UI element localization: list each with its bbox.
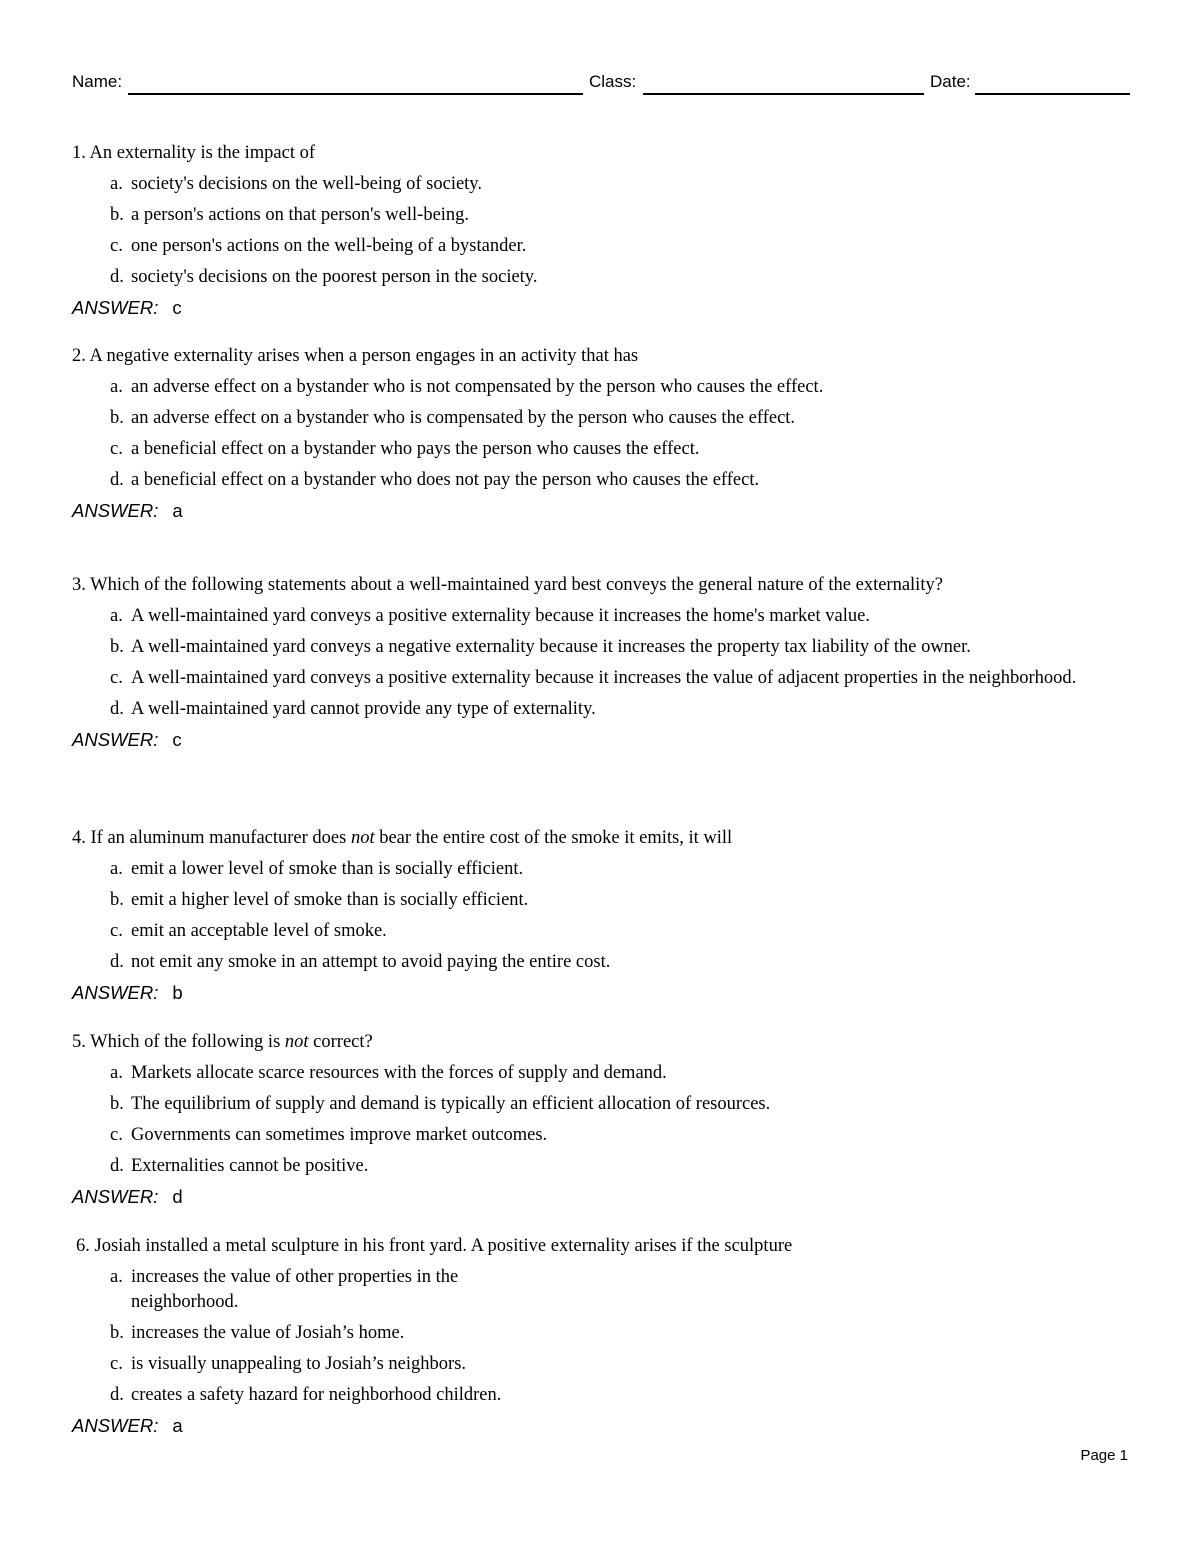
answer-line: [72, 980, 1072, 1005]
answer-value: b: [172, 982, 183, 1003]
answer-label: ANSWER:: [72, 1186, 159, 1207]
option-text: The equilibrium of supply and demand is typically an efficient allocation of resources.: [131, 1094, 771, 1114]
option-text: a beneficial effect on a bystander who does not pay the person who causes the effect.: [131, 470, 760, 490]
option-text: society's decisions on the poorest person in the society.: [131, 267, 538, 287]
option-d: [110, 950, 1072, 975]
question-stem: 1. An externality is the impact of: [72, 143, 316, 163]
question-stem: 3. Which of the following statements about a well-maintained yard best conveys the general nature of the externality?: [72, 575, 943, 595]
option-letter: b.: [110, 408, 124, 428]
option-text: A well-maintained yard conveys a positive externality because it increases the value of adjacent properties in the neighborhood.: [131, 668, 1077, 688]
page-number: Page 1: [1080, 1447, 1128, 1464]
option-c: [110, 1123, 1072, 1148]
stem-text: bear the entire cost of the smoke it emits, it will: [374, 828, 733, 848]
option-c: [110, 234, 1072, 259]
option-letter: d.: [110, 699, 124, 719]
option-text: a person's actions on that person's well-being.: [131, 205, 470, 225]
option-letter: c.: [110, 921, 123, 941]
option-c: [110, 437, 922, 462]
option-letter: a.: [110, 174, 123, 194]
option-a: [110, 375, 922, 400]
option-text: Markets allocate scarce resources with the forces of supply and demand.: [131, 1063, 667, 1083]
option-text: a beneficial effect on a bystander who pays the person who causes the effect.: [131, 439, 700, 459]
option-letter: c.: [110, 439, 123, 459]
answer-value: c: [172, 729, 182, 750]
question-6: [72, 1234, 1072, 1438]
option-b: [110, 1092, 1072, 1117]
answer-line: [72, 295, 1072, 320]
option-a: [110, 1061, 1072, 1086]
question-stem: [72, 1030, 1072, 1055]
student-info-header: [72, 70, 1130, 96]
answer-label: ANSWER:: [72, 982, 159, 1003]
option-letter: c.: [110, 1125, 123, 1145]
option-d: [110, 1154, 1072, 1179]
answer-line: [72, 498, 922, 523]
option-c: [110, 919, 1072, 944]
question-1: [72, 141, 1072, 320]
option-letter: a.: [110, 859, 123, 879]
answer-line: [72, 727, 1092, 752]
option-c: [110, 666, 1092, 691]
option-text: increases the value of Josiah’s home.: [131, 1323, 405, 1343]
question-3: [72, 573, 1092, 752]
option-letter: a.: [110, 606, 123, 626]
option-letter: b.: [110, 1094, 124, 1114]
option-d: [110, 265, 1072, 290]
answer-line: [72, 1184, 1072, 1209]
question-stem: 2. A negative externality arises when a person engages in an activity that has: [72, 346, 639, 366]
class-field[interactable]: [643, 93, 924, 95]
question-4: [72, 826, 1072, 1005]
option-text: Governments can sometimes improve market outcomes.: [131, 1125, 548, 1145]
question-stem: [72, 826, 1072, 851]
name-label: Name:: [72, 72, 123, 91]
answer-label: ANSWER:: [72, 1415, 159, 1436]
stem-emphasis: not: [350, 828, 375, 848]
stem-text: 4. If an aluminum manufacturer does: [72, 828, 351, 848]
answer-value: a: [172, 500, 183, 521]
option-text: is visually unappealing to Josiah’s neighbors.: [131, 1354, 467, 1374]
option-letter: a.: [110, 377, 123, 397]
option-text: emit a lower level of smoke than is socially efficient.: [131, 859, 524, 879]
option-text: A well-maintained yard conveys a positive externality because it increases the home's market value.: [131, 606, 870, 626]
option-text: A well-maintained yard conveys a negative externality because it increases the property tax liability of the owner.: [131, 637, 971, 657]
option-letter: a.: [110, 1267, 123, 1287]
option-b: [110, 203, 1072, 228]
option-letter: b.: [110, 890, 124, 910]
option-b: [110, 635, 1092, 660]
question-stem: 6. Josiah installed a metal sculpture in his front yard. A positive externality arises if the sculpture: [76, 1236, 793, 1256]
option-text: emit a higher level of smoke than is socially efficient.: [131, 890, 529, 910]
option-letter: b.: [110, 1323, 124, 1343]
option-a: [110, 172, 1072, 197]
option-text: not emit any smoke in an attempt to avoid paying the entire cost.: [131, 952, 611, 972]
stem-text: correct?: [308, 1032, 373, 1052]
option-letter: d.: [110, 1385, 124, 1405]
option-d: [110, 468, 922, 493]
option-text: an adverse effect on a bystander who is compensated by the person who causes the effect.: [131, 408, 796, 428]
option-text: society's decisions on the well-being of society.: [131, 174, 482, 194]
class-label: Class:: [589, 72, 637, 91]
answer-value: c: [172, 297, 182, 318]
option-a: [110, 604, 1092, 629]
option-c: [110, 1352, 1072, 1377]
answer-label: ANSWER:: [72, 729, 159, 750]
option-letter: c.: [110, 236, 123, 256]
option-letter: d.: [110, 470, 124, 490]
option-d: [110, 697, 1092, 722]
option-text: one person's actions on the well-being of a bystander.: [131, 236, 527, 256]
option-text: increases the value of other properties in the neighborhood.: [131, 1267, 459, 1312]
option-a: [110, 857, 1072, 882]
date-field[interactable]: [975, 93, 1130, 95]
option-text: creates a safety hazard for neighborhood children.: [131, 1385, 502, 1405]
option-b: [110, 406, 922, 431]
question-5: [72, 1030, 1072, 1209]
option-letter: b.: [110, 637, 124, 657]
answer-value: a: [172, 1415, 183, 1436]
stem-text: 5. Which of the following is: [72, 1032, 285, 1052]
answer-value: d: [172, 1186, 183, 1207]
question-2: [72, 344, 922, 523]
option-text: an adverse effect on a bystander who is not compensated by the person who causes the effect.: [131, 377, 824, 397]
option-letter: a.: [110, 1063, 123, 1083]
stem-emphasis: not: [284, 1032, 309, 1052]
option-b: [110, 1321, 1072, 1346]
option-letter: d.: [110, 267, 124, 287]
option-letter: d.: [110, 952, 124, 972]
date-label: Date:: [930, 72, 971, 91]
option-letter: d.: [110, 1156, 124, 1176]
option-a: [110, 1265, 1072, 1315]
answer-line: [72, 1413, 1072, 1438]
option-text: emit an acceptable level of smoke.: [131, 921, 387, 941]
answer-label: ANSWER:: [72, 500, 159, 521]
option-letter: c.: [110, 1354, 123, 1374]
option-letter: c.: [110, 668, 123, 688]
name-field[interactable]: [128, 93, 583, 95]
answer-label: ANSWER:: [72, 297, 159, 318]
option-b: [110, 888, 1072, 913]
option-text: A well-maintained yard cannot provide any type of externality.: [131, 699, 596, 719]
option-letter: b.: [110, 205, 124, 225]
option-d: [110, 1383, 1072, 1408]
option-text: Externalities cannot be positive.: [131, 1156, 369, 1176]
